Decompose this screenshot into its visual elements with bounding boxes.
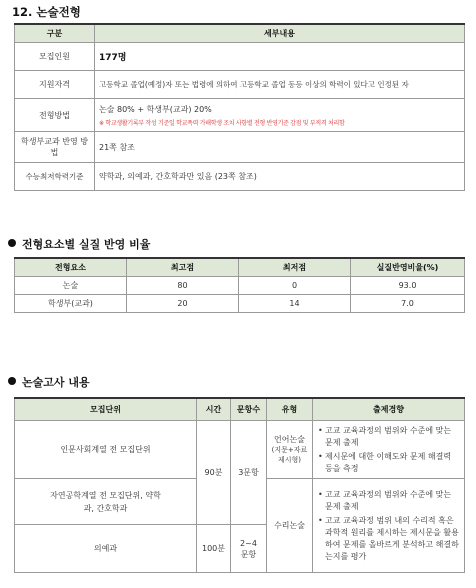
section-title: 12. 논술전형 <box>12 5 81 19</box>
table-row <box>15 277 465 295</box>
header-ratio: 실질반영비율(%) <box>351 258 465 277</box>
row-label: 모집인원 <box>15 43 95 71</box>
bullet-icon <box>8 377 16 385</box>
trend-cell <box>313 479 465 573</box>
row-value-cell <box>95 99 465 132</box>
cell-element: 논술 <box>15 277 127 295</box>
reflection-ratio-table <box>14 257 465 313</box>
time-cell: 100분 <box>197 525 231 573</box>
row-note: ※ 학교생활기록부 작성 기준일 학교폭력 가해학생 조치 사항별 전형 반영기준 감점 및 부적격 처리함 <box>99 119 345 127</box>
row-value: 21쪽 참조 <box>95 132 465 163</box>
unit-humanities: 인문사회계열 전 모집단위 <box>15 421 197 479</box>
header-min: 최저점 <box>239 258 351 277</box>
header-count: 문항수 <box>231 398 267 421</box>
header-unit: 모집단위 <box>15 398 197 421</box>
row-label: 학생부교과 반영 방법 <box>15 132 95 163</box>
section2-title <box>8 236 150 252</box>
row-value: 177명 <box>95 43 465 71</box>
essay-exam-table <box>14 397 465 573</box>
cell-ratio: 7.0 <box>351 295 465 313</box>
trend-item: • 고교 교육과정의 범위와 수준에 맞는 문제 출제 <box>325 489 460 513</box>
cell-max: 20 <box>127 295 239 313</box>
type-label: 언어논술 <box>274 435 305 444</box>
trend-item: • 제시문에 대한 이해도와 문제 해결력 등을 측정 <box>325 451 460 475</box>
section3-title <box>8 374 90 390</box>
count-cell: 3문항 <box>231 421 267 525</box>
header-detail: 세부내용 <box>95 24 465 43</box>
cell-element: 학생부(교과) <box>15 295 127 313</box>
row-value: 약학과, 의예과, 간호학과만 있음 (23쪽 참조) <box>95 163 465 191</box>
bullet-icon <box>8 239 16 247</box>
trend-item: • 고교 교육과정 범위 내의 수리적 혹은 과학적 원리를 제시하는 제시문을 활용하여 문제를 올바르게 분석하고 해결하는지를 평가 <box>325 515 460 563</box>
count-cell <box>231 525 267 573</box>
cell-min: 0 <box>239 277 351 295</box>
unit-science <box>15 479 197 525</box>
time-cell: 90분 <box>197 421 231 525</box>
header-element: 전형요소 <box>15 258 127 277</box>
trend-cell <box>313 421 465 479</box>
header-trend: 출제경향 <box>313 398 465 421</box>
header-max: 최고점 <box>127 258 239 277</box>
unit-medicine: 의예과 <box>15 525 197 573</box>
type-sublabel: (지문+자료 제시형) <box>271 446 308 464</box>
section3-title-text: 논술고사 내용 <box>22 376 90 389</box>
cell-min: 14 <box>239 295 351 313</box>
header-type: 유형 <box>267 398 313 421</box>
count-label: 2~4 문항 <box>240 538 257 559</box>
type-cell <box>267 421 313 479</box>
admission-overview-table <box>14 23 465 191</box>
table-row <box>15 295 465 313</box>
type-cell: 수리논술 <box>267 479 313 573</box>
cell-max: 80 <box>127 277 239 295</box>
row-value: 고등학교 졸업(예정)자 또는 법령에 의하여 고등학교 졸업 동등 이상의 학력이 있다고 인정된 자 <box>95 71 465 99</box>
unit-science-label: 자연공학계열 전 모집단위, 약학과, 간호학과 <box>50 490 161 513</box>
row-label: 전형방법 <box>15 99 95 132</box>
cell-ratio: 93.0 <box>351 277 465 295</box>
header-time: 시간 <box>197 398 231 421</box>
row-value: 논술 80% + 학생부(교과) 20% <box>99 104 212 114</box>
trend-item: • 고교 교육과정의 범위와 수준에 맞는 문제 출제 <box>325 425 460 449</box>
header-category: 구분 <box>15 24 95 43</box>
row-label: 지원자격 <box>15 71 95 99</box>
section2-title-text: 전형요소별 실질 반영 비율 <box>22 238 151 251</box>
row-label: 수능최저학력기준 <box>15 163 95 191</box>
